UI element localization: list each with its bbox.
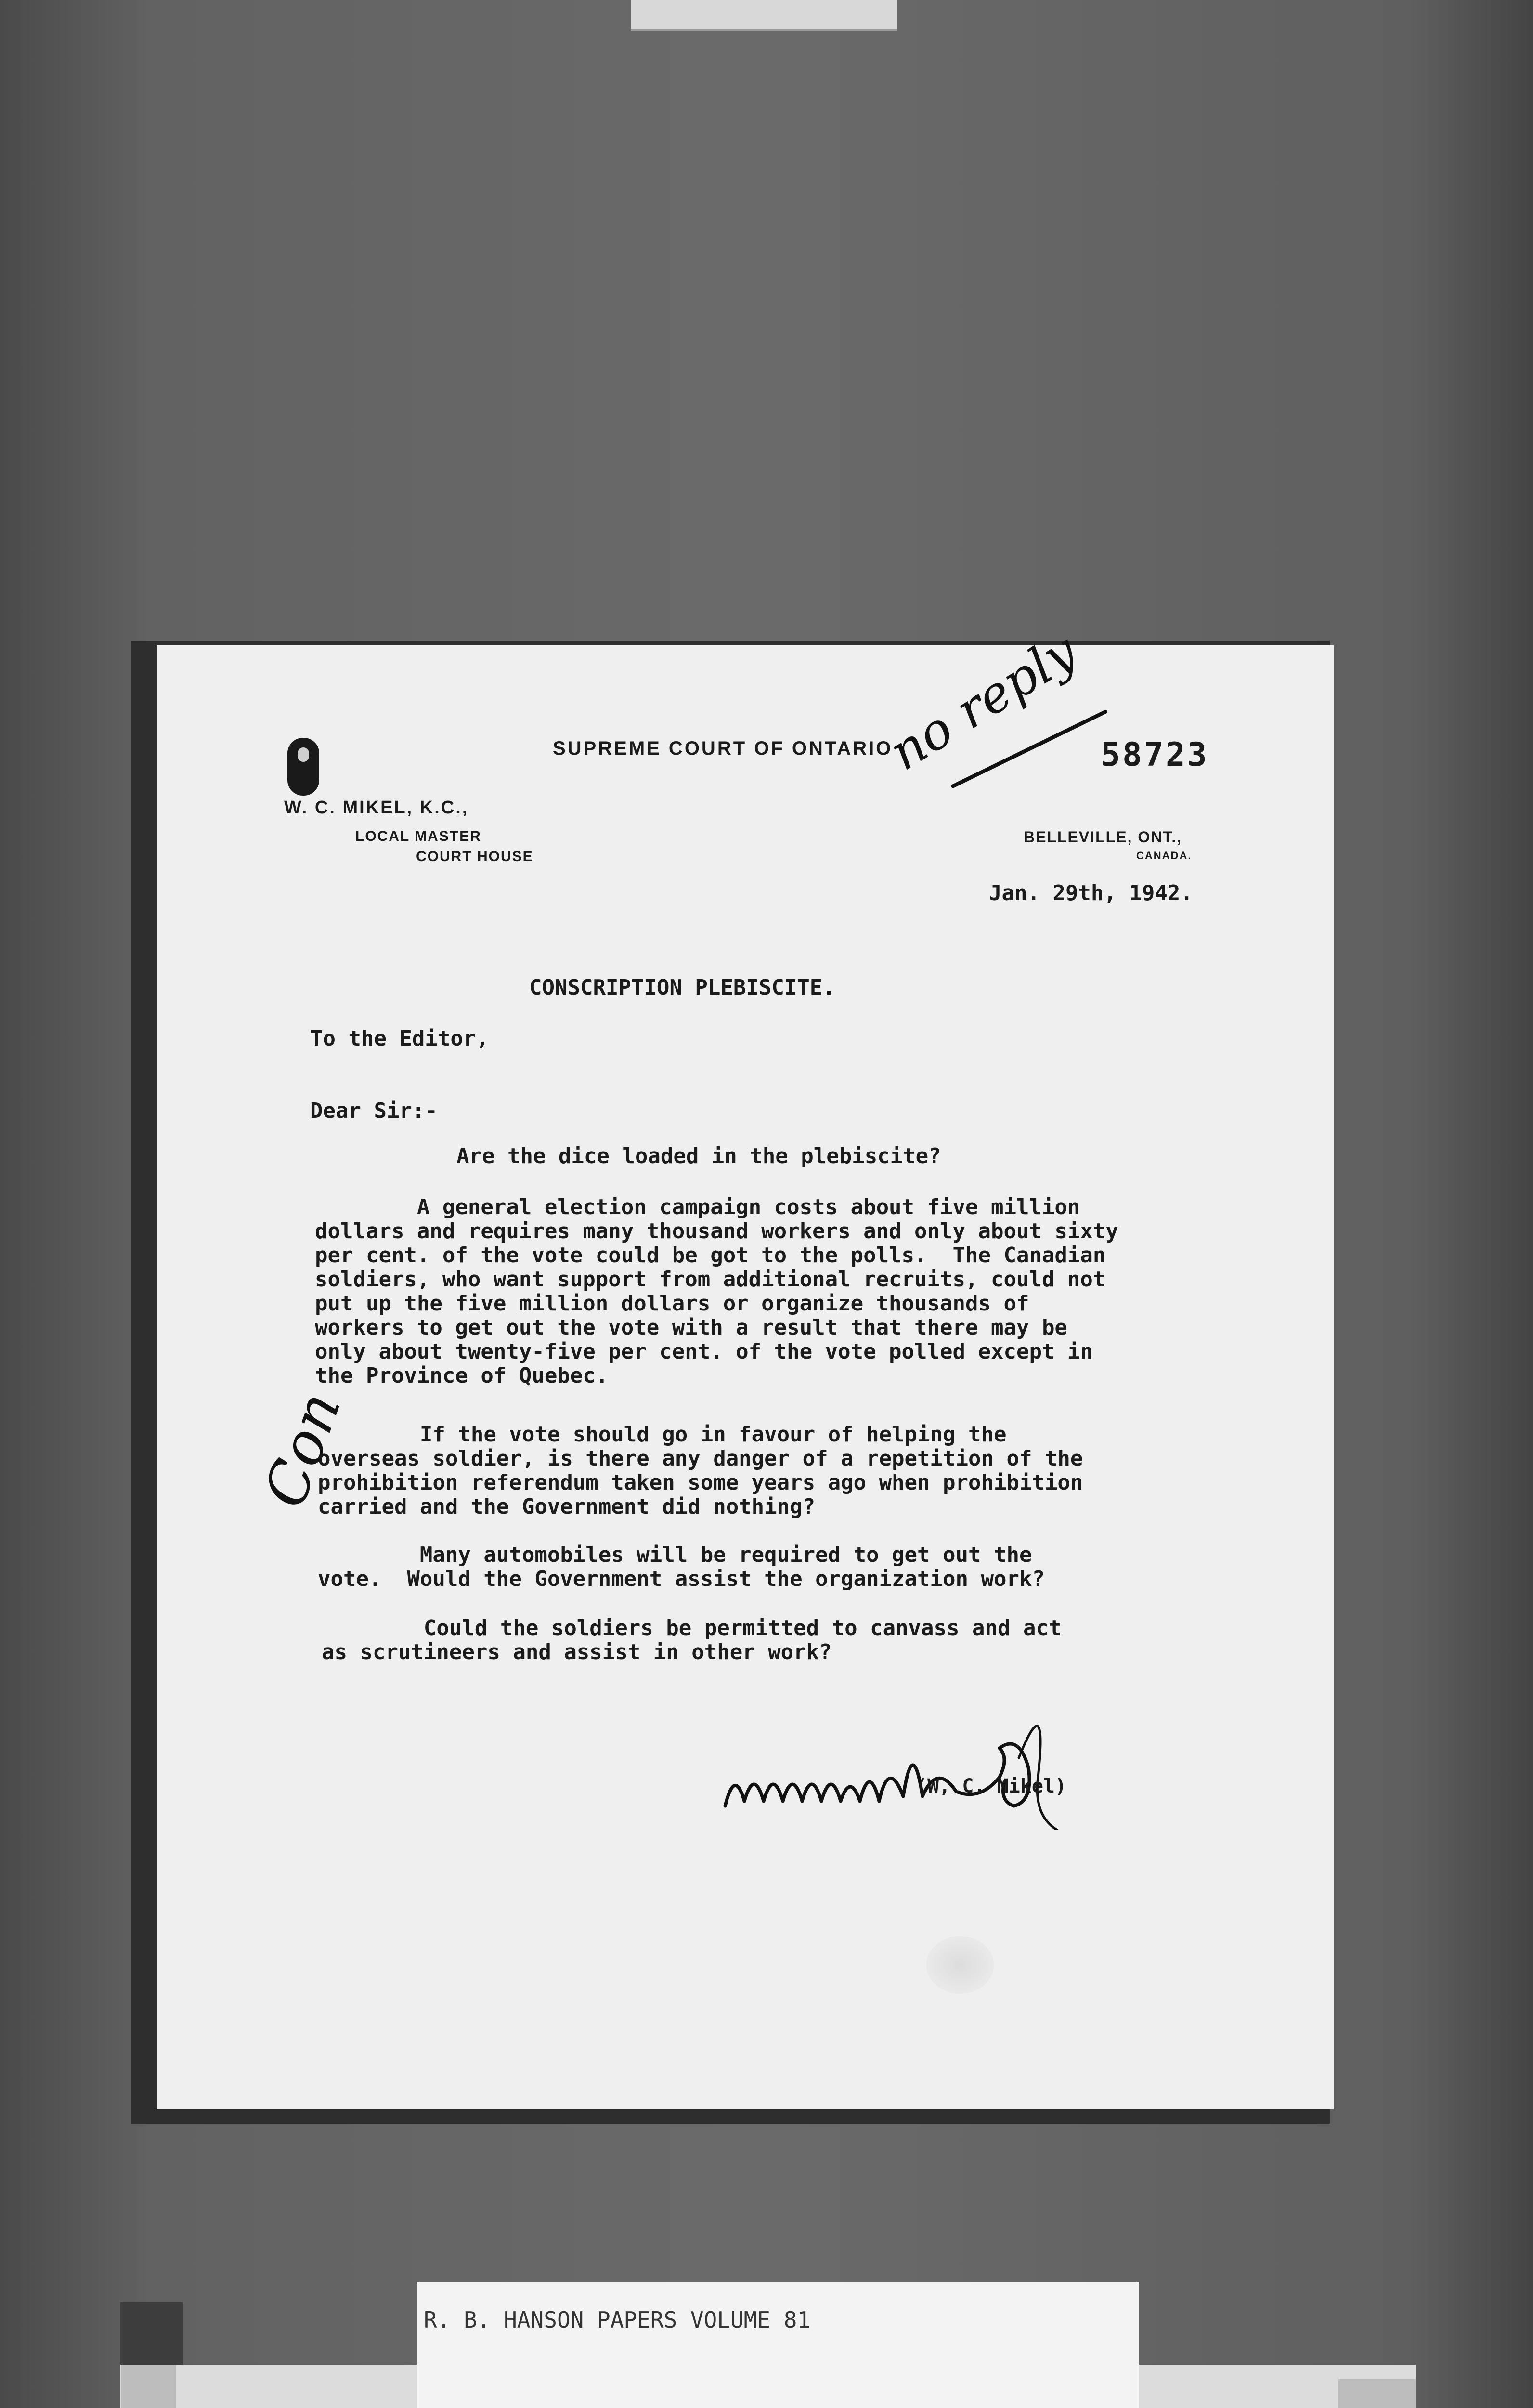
binder-hole-inner <box>298 747 309 762</box>
paragraph-2-line: workers to get out the vote with a result that there may be <box>315 1315 1067 1340</box>
archive-card-shadow <box>120 2302 183 2369</box>
no-reply-annotation: no reply <box>879 621 1087 782</box>
paragraph-5 <box>322 1616 1061 1664</box>
paper-stain <box>926 1936 994 1994</box>
paragraph-5-line: as scrutineers and assist in other work? <box>322 1640 832 1664</box>
sender-place: COURT HOUSE <box>416 849 533 864</box>
paragraph-4-line: Many automobiles will be required to get out the <box>318 1543 1032 1567</box>
paragraph-5-line: Could the soldiers be permitted to canvass and act <box>322 1616 1062 1640</box>
paragraph-2-line: A general election campaign costs about five million <box>315 1195 1080 1219</box>
handwritten-signature <box>711 1705 1192 1830</box>
paragraph-2-line: per cent. of the vote could be got to the polls. The Canadian <box>315 1243 1106 1268</box>
paragraph-3-line: carried and the Government did nothing? <box>318 1494 816 1519</box>
sender-name: W. C. MIKEL, K.C., <box>284 798 469 818</box>
archive-card-left-edge <box>121 2365 176 2408</box>
paragraph-3-line: overseas soldier, is there any danger of a repetition of the <box>318 1446 1083 1471</box>
paragraph-3-line: If the vote should go in favour of helping the <box>318 1422 1007 1447</box>
binder-hole <box>287 738 319 796</box>
paragraph-2-line: put up the five million dollars or organize thousands of <box>315 1291 1029 1316</box>
sender-role: LOCAL MASTER <box>355 828 481 844</box>
paragraph-2-line: only about twenty-five per cent. of the vote polled except in <box>315 1339 1093 1364</box>
paragraph-1: Are the dice loaded in the plebiscite? <box>456 1144 941 1168</box>
letter-date: Jan. 29th, 1942. <box>989 881 1193 905</box>
sender-country: CANADA. <box>1136 850 1192 862</box>
volume-label-tab <box>417 2282 1139 2408</box>
paragraph-3 <box>318 1423 1083 1519</box>
sender-city: BELLEVILLE, ONT., <box>1024 828 1182 846</box>
archive-card-right-edge <box>1338 2379 1416 2408</box>
paragraph-2-line: soldiers, who want support from additional recruits, could not <box>315 1267 1106 1292</box>
volume-label: R. B. HANSON PAPERS VOLUME 81 <box>424 2307 811 2333</box>
paragraph-3-line: prohibition referendum taken some years ago when prohibition <box>318 1470 1083 1495</box>
paragraph-2 <box>315 1195 1118 1388</box>
paragraph-4-line: vote. Would the Government assist the organization work? <box>318 1567 1045 1591</box>
signature-name: (W, C. Mikel) <box>916 1775 1067 1797</box>
file-number-stamp: 58723 <box>1101 736 1209 774</box>
paragraph-4 <box>318 1543 1045 1591</box>
margin-annotation: Con <box>251 1384 354 1516</box>
letter-recipient: To the Editor, <box>310 1026 489 1051</box>
court-title: SUPREME COURT OF ONTARIO <box>553 738 893 759</box>
letter-page <box>157 621 1334 2109</box>
paragraph-2-line: dollars and requires many thousand workers and only about sixty <box>315 1219 1118 1243</box>
letter-subject: CONSCRIPTION PLEBISCITE. <box>529 975 835 1000</box>
top-paper-tab <box>631 0 897 31</box>
paragraph-2-line: the Province of Quebec. <box>315 1363 609 1388</box>
letter-greeting: Dear Sir:- <box>310 1099 438 1123</box>
